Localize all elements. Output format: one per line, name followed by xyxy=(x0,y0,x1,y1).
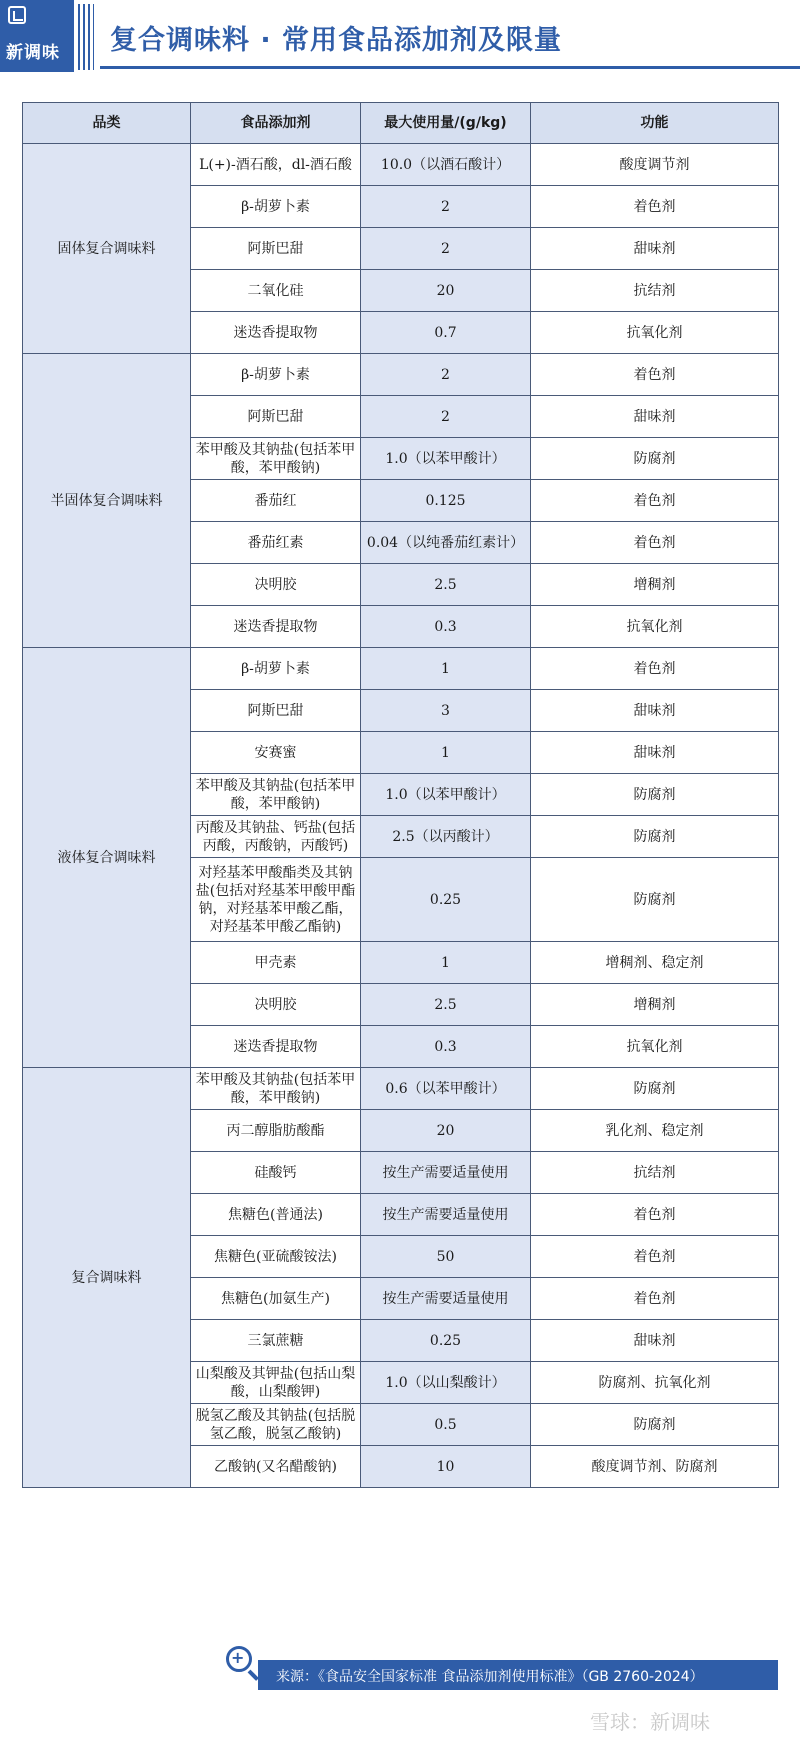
source-footer xyxy=(230,1650,778,1686)
additive-cell: 阿斯巴甜 xyxy=(191,228,361,270)
max-usage-cell: 2 xyxy=(361,186,531,228)
function-cell: 着色剂 xyxy=(531,1194,779,1236)
logo-text: 新调味 xyxy=(6,43,60,63)
max-usage-cell: 0.7 xyxy=(361,312,531,354)
max-usage-cell: 20 xyxy=(361,1110,531,1152)
page-title: 复合调味料 · 常用食品添加剂及限量 xyxy=(110,25,563,56)
watermark: 雪球：新调味 xyxy=(590,1710,710,1734)
header-function: 功能 xyxy=(531,103,779,144)
function-cell: 抗结剂 xyxy=(531,270,779,312)
function-cell: 酸度调节剂 xyxy=(531,144,779,186)
category-cell: 复合调味料 xyxy=(23,1068,191,1488)
table-row xyxy=(23,354,779,396)
additive-cell: 阿斯巴甜 xyxy=(191,396,361,438)
additive-cell: 苯甲酸及其钠盐(包括苯甲酸，苯甲酸钠) xyxy=(191,774,361,816)
max-usage-cell: 0.25 xyxy=(361,858,531,942)
function-cell: 防腐剂 xyxy=(531,774,779,816)
additive-cell: β-胡萝卜素 xyxy=(191,354,361,396)
max-usage-cell: 50 xyxy=(361,1236,531,1278)
max-usage-cell: 0.5 xyxy=(361,1404,531,1446)
additive-cell: 苯甲酸及其钠盐(包括苯甲酸，苯甲酸钠) xyxy=(191,1068,361,1110)
header-max-usage: 最大使用量/(g/kg) xyxy=(361,103,531,144)
function-cell: 着色剂 xyxy=(531,480,779,522)
logo-icon xyxy=(8,6,26,24)
additive-cell: 决明胶 xyxy=(191,984,361,1026)
max-usage-cell: 2 xyxy=(361,354,531,396)
max-usage-cell: 0.3 xyxy=(361,606,531,648)
additive-cell: 乙酸钠(又名醋酸钠) xyxy=(191,1446,361,1488)
max-usage-cell: 2.5 xyxy=(361,984,531,1026)
function-cell: 酸度调节剂、防腐剂 xyxy=(531,1446,779,1488)
additive-cell: β-胡萝卜素 xyxy=(191,648,361,690)
max-usage-cell: 0.04（以纯番茄红素计） xyxy=(361,522,531,564)
additive-cell: L(+)-酒石酸，dl-酒石酸 xyxy=(191,144,361,186)
function-cell: 着色剂 xyxy=(531,522,779,564)
table-row xyxy=(23,648,779,690)
max-usage-cell: 按生产需要适量使用 xyxy=(361,1278,531,1320)
max-usage-cell: 0.25 xyxy=(361,1320,531,1362)
max-usage-cell: 1.0（以山梨酸计） xyxy=(361,1362,531,1404)
function-cell: 抗氧化剂 xyxy=(531,1026,779,1068)
max-usage-cell: 按生产需要适量使用 xyxy=(361,1152,531,1194)
category-cell: 半固体复合调味料 xyxy=(23,354,191,648)
category-cell: 固体复合调味料 xyxy=(23,144,191,354)
additive-cell: 安赛蜜 xyxy=(191,732,361,774)
function-cell: 着色剂 xyxy=(531,186,779,228)
max-usage-cell: 0.125 xyxy=(361,480,531,522)
function-cell: 防腐剂 xyxy=(531,438,779,480)
max-usage-cell: 2.5 xyxy=(361,564,531,606)
additive-cell: 番茄红 xyxy=(191,480,361,522)
additive-cell: 迷迭香提取物 xyxy=(191,312,361,354)
function-cell: 抗氧化剂 xyxy=(531,312,779,354)
max-usage-cell: 0.3 xyxy=(361,1026,531,1068)
function-cell: 甜味剂 xyxy=(531,1320,779,1362)
function-cell: 防腐剂 xyxy=(531,858,779,942)
max-usage-cell: 20 xyxy=(361,270,531,312)
table-header-row xyxy=(23,103,779,144)
function-cell: 防腐剂、抗氧化剂 xyxy=(531,1362,779,1404)
page-header xyxy=(0,0,800,78)
additive-cell: 苯甲酸及其钠盐(包括苯甲酸，苯甲酸钠) xyxy=(191,438,361,480)
decorative-stripes xyxy=(78,4,94,70)
additive-cell: 焦糖色(亚硫酸铵法) xyxy=(191,1236,361,1278)
function-cell: 甜味剂 xyxy=(531,732,779,774)
function-cell: 增稠剂、稳定剂 xyxy=(531,942,779,984)
function-cell: 着色剂 xyxy=(531,1236,779,1278)
additive-cell: 丙二醇脂肪酸酯 xyxy=(191,1110,361,1152)
additive-cell: 阿斯巴甜 xyxy=(191,690,361,732)
brand-logo xyxy=(0,0,74,72)
additive-cell: 脱氢乙酸及其钠盐(包括脱氢乙酸，脱氢乙酸钠) xyxy=(191,1404,361,1446)
additive-cell: 迷迭香提取物 xyxy=(191,606,361,648)
max-usage-cell: 按生产需要适量使用 xyxy=(361,1194,531,1236)
table-body xyxy=(23,144,779,1488)
title-underline xyxy=(100,66,800,69)
additive-cell: 对羟基苯甲酸酯类及其钠盐(包括对羟基苯甲酸甲酯钠，对羟基苯甲酸乙酯，对羟基苯甲酸乙酯钠) xyxy=(191,858,361,942)
function-cell: 抗氧化剂 xyxy=(531,606,779,648)
max-usage-cell: 1.0（以苯甲酸计） xyxy=(361,438,531,480)
table-row xyxy=(23,1068,779,1110)
function-cell: 着色剂 xyxy=(531,354,779,396)
max-usage-cell: 2 xyxy=(361,228,531,270)
function-cell: 抗结剂 xyxy=(531,1152,779,1194)
additive-cell: 焦糖色(普通法) xyxy=(191,1194,361,1236)
additive-cell: 二氧化硅 xyxy=(191,270,361,312)
max-usage-cell: 1 xyxy=(361,732,531,774)
additive-cell: 硅酸钙 xyxy=(191,1152,361,1194)
magnifier-icon: + xyxy=(226,1646,252,1672)
max-usage-cell: 1 xyxy=(361,648,531,690)
additive-table xyxy=(22,102,779,1488)
max-usage-cell: 1.0（以苯甲酸计） xyxy=(361,774,531,816)
additive-cell: 山梨酸及其钾盐(包括山梨酸，山梨酸钾) xyxy=(191,1362,361,1404)
header-additive: 食品添加剂 xyxy=(191,103,361,144)
max-usage-cell: 10 xyxy=(361,1446,531,1488)
function-cell: 增稠剂 xyxy=(531,984,779,1026)
additive-cell: β-胡萝卜素 xyxy=(191,186,361,228)
additive-cell: 决明胶 xyxy=(191,564,361,606)
function-cell: 甜味剂 xyxy=(531,228,779,270)
function-cell: 增稠剂 xyxy=(531,564,779,606)
additive-cell: 甲壳素 xyxy=(191,942,361,984)
max-usage-cell: 0.6（以苯甲酸计） xyxy=(361,1068,531,1110)
category-cell: 液体复合调味料 xyxy=(23,648,191,1068)
header-category: 品类 xyxy=(23,103,191,144)
source-text: 来源：《食品安全国家标准 食品添加剂使用标准》（GB 2760-2024） xyxy=(276,1669,704,1685)
function-cell: 防腐剂 xyxy=(531,1068,779,1110)
max-usage-cell: 2.5（以丙酸计） xyxy=(361,816,531,858)
function-cell: 甜味剂 xyxy=(531,396,779,438)
max-usage-cell: 3 xyxy=(361,690,531,732)
max-usage-cell: 1 xyxy=(361,942,531,984)
table-row xyxy=(23,144,779,186)
function-cell: 防腐剂 xyxy=(531,816,779,858)
additive-cell: 番茄红素 xyxy=(191,522,361,564)
function-cell: 着色剂 xyxy=(531,648,779,690)
max-usage-cell: 2 xyxy=(361,396,531,438)
additive-cell: 焦糖色(加氨生产) xyxy=(191,1278,361,1320)
max-usage-cell: 10.0（以酒石酸计） xyxy=(361,144,531,186)
function-cell: 防腐剂 xyxy=(531,1404,779,1446)
additive-cell: 三氯蔗糖 xyxy=(191,1320,361,1362)
function-cell: 着色剂 xyxy=(531,1278,779,1320)
additive-cell: 丙酸及其钠盐、钙盐(包括丙酸，丙酸钠，丙酸钙) xyxy=(191,816,361,858)
function-cell: 甜味剂 xyxy=(531,690,779,732)
function-cell: 乳化剂、稳定剂 xyxy=(531,1110,779,1152)
additive-cell: 迷迭香提取物 xyxy=(191,1026,361,1068)
